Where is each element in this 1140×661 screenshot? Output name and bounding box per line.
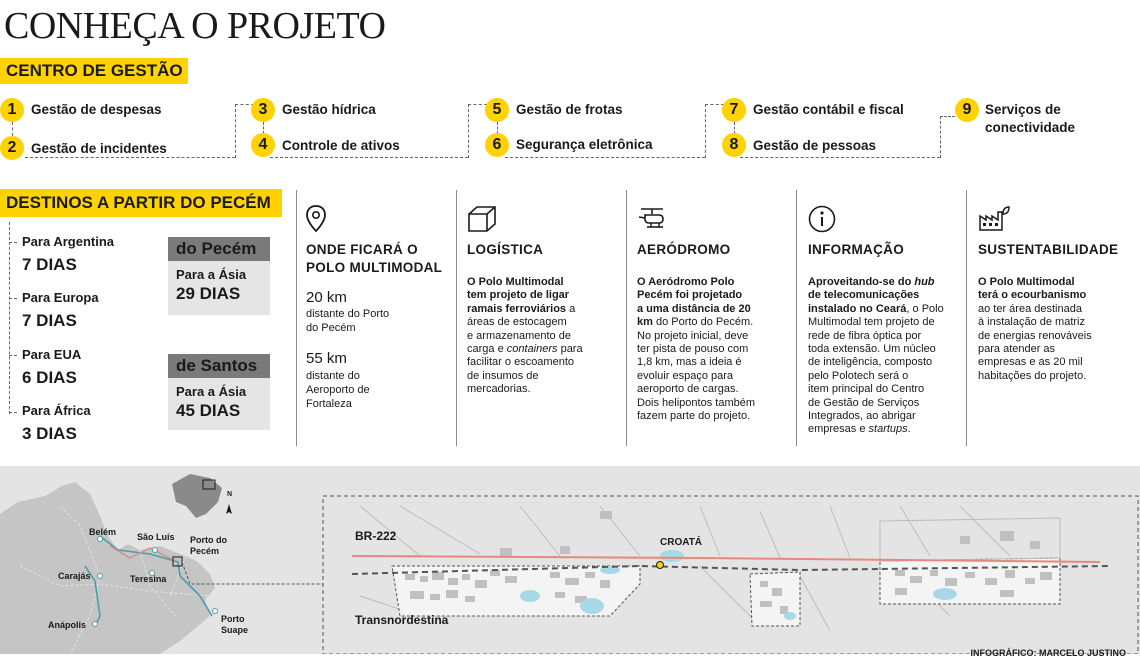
city-label: Porto — [221, 614, 245, 624]
number-badge: 7 — [722, 98, 746, 122]
city-label: São Luís — [137, 532, 175, 542]
city-label: Carajás — [58, 571, 91, 581]
dest-label: Para África — [22, 403, 91, 418]
centro-item: Controle de ativos — [282, 138, 400, 153]
santos-card — [168, 354, 270, 430]
number-badge: 6 — [485, 133, 509, 157]
sustentabilidade-heading: SUSTENTABILIDADE — [978, 242, 1119, 257]
destinos-line — [9, 222, 10, 414]
factory-leaf-icon — [978, 206, 1010, 232]
informacao-heading: INFORMAÇÃO — [808, 242, 904, 257]
centro-item: Gestão contábil e fiscal — [753, 102, 904, 117]
column-divider — [626, 190, 627, 446]
local-heading-1: ONDE FICARÁ O — [306, 242, 418, 257]
number-badge: 3 — [251, 98, 275, 122]
dest-days: 7 DIAS — [22, 255, 77, 274]
connector — [740, 157, 940, 158]
north-arrow-icon — [226, 504, 232, 514]
location-pin-icon — [306, 205, 326, 233]
local-heading-2: POLO MULTIMODAL — [306, 260, 443, 275]
city-label: Porto do — [190, 535, 227, 545]
connector — [940, 116, 941, 158]
centro-heading: CENTRO DE GESTÃO — [0, 58, 188, 84]
santos-card-label: Para a Ásia — [176, 384, 247, 399]
santos-card-days: 45 DIAS — [176, 401, 241, 420]
connector — [940, 116, 955, 117]
centro-item: conectividade — [985, 120, 1076, 135]
number-badge: 5 — [485, 98, 509, 122]
dest-label: Para EUA — [22, 347, 82, 362]
map-graphic — [0, 466, 1140, 654]
connector — [12, 122, 13, 136]
distance-km: 20 km — [306, 289, 347, 306]
aerodromo-heading: AERÓDROMO — [637, 242, 731, 257]
pecem-card — [168, 237, 270, 315]
sustentabilidade-text: O Polo Multimodal terá o ecourbanismo ao ter área destinada à instalação de matriz de energias renováveis para atender as empresas e as 20 mil habitações do projeto. — [978, 276, 1092, 382]
santos-card-header: de Santos — [168, 354, 270, 378]
logistica-text: O Polo Multimodal tem projeto de ligar ramais ferroviários a áreas de estocagem e armazenamento de carga e containers para facilitar o escoamento de insumos de mercadorias. — [467, 276, 583, 396]
connector — [235, 104, 236, 158]
distance-text: do Pecém — [306, 322, 356, 334]
tick — [9, 298, 17, 299]
city-label: Teresina — [130, 574, 167, 584]
dest-days: 6 DIAS — [22, 368, 77, 387]
number-badge: 9 — [955, 98, 979, 122]
centro-item: Gestão de frotas — [516, 102, 623, 117]
tick — [9, 355, 17, 356]
dest-days: 7 DIAS — [22, 311, 77, 330]
centro-item: Gestão hídrica — [282, 102, 376, 117]
page-title: CONHEÇA O PROJETO — [4, 5, 386, 47]
centro-item: Gestão de pessoas — [753, 138, 877, 153]
pecem-card-header: do Pecém — [168, 237, 270, 261]
column-divider — [796, 190, 797, 446]
informacao-text: Aproveitando-se do hub de telecomunicações instalado no Ceará, o Polo Multimodal tem projeto de rede de fibra óptica por toda extensão. Um núcleo de inteligência, composto pelo Polotech será o item principal do Centro de Gestão de Serviços Integrados, ao abrigar empresas e startups. — [808, 276, 944, 436]
tick — [9, 242, 17, 243]
connector — [468, 104, 469, 158]
aerodromo-text: O Aeródromo Polo Pecém foi projetado a uma distância de 20 km do Porto do Pecém. No projeto inicial, deve ter pista de pouso com 1,8 km, mas a ideia é evoluir espaço para aeroporto de cargas. Dois helipontos também fazem parte do projeto. — [637, 276, 756, 423]
dest-label: Para Europa — [22, 290, 99, 305]
centro-item: Gestão de incidentes — [31, 141, 167, 156]
pecem-card-days: 29 DIAS — [176, 284, 241, 303]
number-badge: 1 — [0, 98, 24, 122]
tick — [9, 412, 17, 413]
city-label: Belém — [89, 527, 117, 537]
destinos-heading: DESTINOS A PARTIR DO PECÉM — [0, 189, 282, 217]
city-dot — [153, 548, 158, 553]
info-icon — [808, 205, 836, 233]
centro-item: Segurança eletrônica — [516, 137, 653, 152]
connector — [25, 157, 235, 158]
city-dot — [213, 609, 218, 614]
connector — [270, 157, 468, 158]
column-divider — [296, 190, 297, 446]
br222-label: BR-222 — [355, 529, 397, 543]
distance-km: 55 km — [306, 350, 347, 367]
croata-marker — [657, 562, 664, 569]
distance-text: Aeroporto de — [306, 384, 370, 396]
credit: INFOGRÁFICO: MARCELO JUSTINO — [970, 648, 1126, 658]
croata-label: CROATÁ — [660, 537, 703, 548]
map-land — [0, 482, 215, 654]
logistica-heading: LOGÍSTICA — [467, 242, 544, 257]
helicopter-icon — [637, 207, 671, 231]
distance-text: distante do Porto — [306, 308, 390, 320]
distance-text: Fortaleza — [306, 398, 352, 410]
connector — [705, 104, 706, 158]
centro-item: Gestão de despesas — [31, 102, 162, 117]
city-dot — [98, 574, 103, 579]
distance-text: distante do — [306, 370, 360, 382]
centro-item: Serviços de — [985, 102, 1061, 117]
city-dot — [93, 622, 98, 627]
connector — [505, 157, 705, 158]
transnordestina-label: Transnordestina — [355, 613, 449, 627]
number-badge: 8 — [722, 133, 746, 157]
city-dot — [98, 537, 103, 542]
box-icon — [467, 205, 497, 233]
dest-days: 3 DIAS — [22, 424, 77, 443]
city-label: Anápolis — [48, 620, 87, 630]
column-divider — [456, 190, 457, 446]
dest-label: Para Argentina — [22, 234, 114, 249]
column-divider — [966, 190, 967, 446]
city-label: Suape — [221, 625, 249, 635]
number-badge: 2 — [0, 136, 24, 160]
city-label: Pecém — [190, 546, 220, 556]
north-label: N — [227, 491, 233, 498]
pecem-card-label: Para a Ásia — [176, 267, 247, 282]
number-badge: 4 — [251, 133, 275, 157]
